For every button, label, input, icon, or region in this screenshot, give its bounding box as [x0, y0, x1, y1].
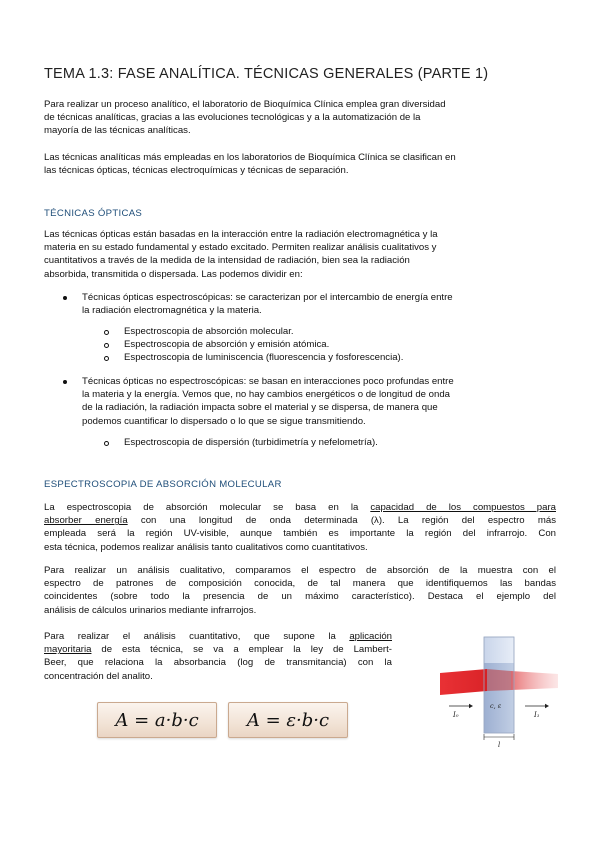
section-heading-optical: TÉCNICAS ÓPTICAS: [44, 208, 143, 219]
text-line: de técnicas analíticas, gracias a las evoluciones tecnológicas y a la automatización de la: [44, 112, 421, 124]
sub-bullet-marker: [104, 441, 109, 446]
text-line: la materia y la energía. Vemos que, no hay cambios energéticos o de longitud de onda: [82, 389, 450, 401]
text-span: Para realizar el análisis cuantitativo, que supone la: [44, 631, 350, 642]
formula-box-absorptivity: A = a·b·c: [97, 702, 217, 738]
underlined-text: absorber energía: [44, 515, 128, 527]
text-line: Las técnicas analíticas más empleadas en los laboratorios de Bioquímica Clínica se clasifican en: [44, 152, 456, 163]
absorption-paragraph-1: [44, 501, 556, 554]
text-line: espectro de patrones de composición conocida, de tal manera que identifiquemos las bandas: [44, 578, 556, 590]
text-line: absorbida, transmitida o dispersada. Las podemos dividir en:: [44, 268, 303, 280]
text-line: materia en su estado fundamental y estado excitado. Permiten realizar análisis cualitativos y: [44, 242, 437, 254]
text-line: Beer, que relaciona la absorbancia (log de transmitancia) con la: [44, 657, 392, 669]
text-line: Para realizar un análisis cualitativo, comparamos el espectro de absorción de la muestra con el: [44, 565, 556, 576]
label-path-length: l: [498, 741, 501, 749]
sub-bullet-item: Espectroscopia de absorción y emisión atómica.: [124, 339, 330, 350]
label-i0: I₀: [453, 711, 459, 719]
lambert-beer-illustration: [437, 633, 561, 750]
sub-bullet-item: Espectroscopia de absorción molecular.: [124, 326, 294, 337]
formula-box-molar-absorptivity: A = ε·b·c: [228, 702, 348, 738]
text-line: análisis de cálculos urinarios mediante infrarrojos.: [44, 604, 257, 616]
bullet-marker: [63, 380, 67, 384]
absorption-paragraph-3: [44, 630, 392, 683]
text-line: coincidentes (sobre todo la presencia de un máximo característico). Destaca el ejemplo del: [44, 591, 556, 603]
label-i1: I₁: [534, 711, 540, 719]
absorption-paragraph-2: [44, 564, 556, 617]
text-span: de esta técnica, se va a emplear la ley de Lambert-: [91, 644, 392, 656]
incident-beam: [440, 669, 487, 695]
text-line: empleada será la región UV-visible, aunque también es importante la región del infrarrojo. Con: [44, 528, 556, 540]
text-line: de la radiación, la radiación impacta sobre el material y se dispersa, de manera que: [82, 402, 438, 414]
underlined-text: capacidad de los compuestos para: [370, 502, 556, 513]
cuvette-diagram: [437, 633, 561, 750]
text-line: [44, 514, 556, 527]
text-line: [44, 643, 392, 656]
intro-paragraph-1: [44, 98, 556, 138]
sub-bullet-marker: [104, 330, 109, 335]
sub-bullet-item: Espectroscopia de luminiscencia (fluorescencia y fosforescencia).: [124, 352, 404, 363]
underlined-text: mayoritaria: [44, 644, 92, 656]
text-line: Las técnicas ópticas están basadas en la interacción entre la radiación electromagnética y la: [44, 229, 438, 240]
bullet-item-spectroscopic: [82, 291, 552, 317]
text-line: Técnicas ópticas espectroscópicas: se caracterizan por el intercambio de energía entre: [82, 292, 453, 303]
sub-bullet-marker: [104, 356, 109, 361]
section-heading-absorption: ESPECTROSCOPIA DE ABSORCIÓN MOLECULAR: [44, 479, 282, 490]
text-line: podemos cuantificar lo dispersado o lo que se sigue transmitiendo.: [82, 415, 366, 427]
text-line: Para realizar un proceso analítico, el laboratorio de Bioquímica Clínica emplea gran diversidad: [44, 99, 446, 110]
text-line: las técnicas ópticas, técnicas electroquímicas y técnicas de separación.: [44, 165, 349, 177]
bullet-item-non-spectroscopic: [82, 375, 552, 428]
text-line: [44, 501, 556, 514]
sub-bullet-item: Espectroscopia de dispersión (turbidimetría y nefelometría).: [124, 437, 378, 448]
text-span: La espectroscopia de absorción molecular se basa en la: [44, 502, 371, 513]
text-line: cuantitativos a través de la medida de la intensidad de radiación, bien sea la radiación: [44, 255, 410, 267]
bullet-marker: [63, 296, 67, 300]
transmitted-beam: [511, 671, 558, 690]
intro-paragraph-2: [44, 151, 556, 177]
text-line: esta técnica, podemos realizar análisis tanto cualitativos como cuantitativos.: [44, 541, 368, 553]
text-line: [44, 630, 392, 643]
text-line: la radiación electromagnética y la materia.: [82, 305, 262, 317]
optical-paragraph: [44, 228, 556, 281]
text-span: con una longitud de onda determinada (λ). La región del espectro más: [127, 515, 556, 527]
text-line: Técnicas ópticas no espectroscópicas: se basan en interacciones poco profundas entre: [82, 376, 454, 387]
text-line: mayoría de las técnicas analíticas.: [44, 125, 191, 137]
sub-bullet-marker: [104, 343, 109, 348]
text-line: concentración del analito.: [44, 670, 153, 682]
beam-in-sample: [487, 669, 511, 691]
underlined-text: aplicación: [349, 631, 392, 642]
label-concentration: c, ε: [490, 702, 502, 710]
page-title: TEMA 1.3: FASE ANALÍTICA. TÉCNICAS GENERALES (PARTE 1): [44, 66, 489, 82]
